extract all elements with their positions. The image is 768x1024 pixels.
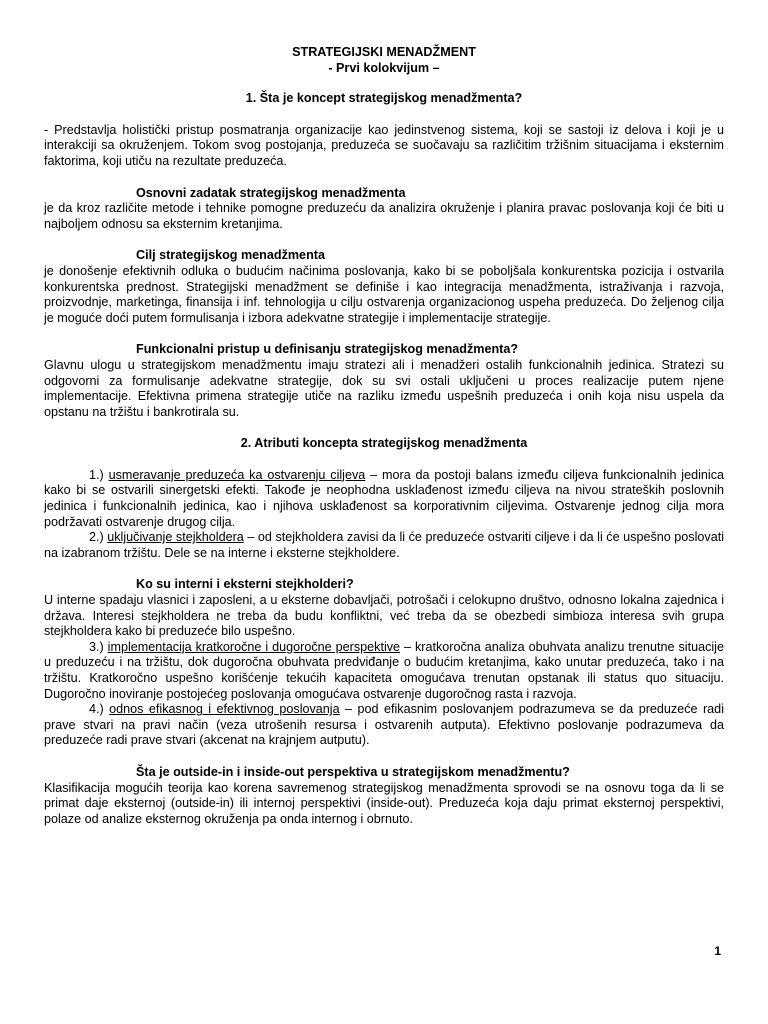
document-subtitle: - Prvi kolokvijum – — [328, 60, 440, 75]
attribute-1-number: 1.) — [89, 467, 104, 482]
perspective-paragraph: Klasifikacija mogućih teorija kao korena savremenog strategijskog menadžmenta sprovodi se na osnovu toga da li se primat daje eksternoj (outside-in) ili internoj perspektivi (inside-out). Preduzeća koja daju primat eksternoj perspektivi, polaze od analize eksternog okruženja pa onda internog i obrnuto. — [44, 780, 724, 826]
stakeholders-paragraph: U interne spadaju vlasnici i zaposleni, a u eksterne dobavljači, potrošači i celokupno društvo, odnosno lokalna zajednica i država. Interesi stejkholdera ne treba da budu konfliktni, već treba da se obezbedi simbioza interesa svih grupa stejkholdera kako bi preduzeće bilo uspešno. — [44, 593, 724, 639]
attribute-2-number: 2.) — [89, 530, 104, 545]
functional-heading: Funkcionalni pristup u definisanju strategijskog menadžmenta? — [136, 342, 519, 357]
task-paragraph: je da kroz različite metode i tehnike pomogne preduzeću da analizira okruženje i planira pravac poslovanja koji će biti u najboljem odnosu sa eksternim kretanjima. — [44, 201, 724, 231]
attribute-3-paragraph — [44, 640, 724, 702]
attribute-3-term: implementacija kratkoročne i dugoročne perspektive — [107, 639, 401, 654]
functional-paragraph: Glavnu ulogu u strategijskom menadžmentu imaju stratezi ali i menadžeri ostalih funkcionalnih jedinica. Stratezi su odgovorni za formulisanje adekvatne strategije, dok su svi ostali uključeni u proces realizacije putem njene implementacije. Efektivna primena strategije utiče na razliku između uspešnih preduzeća i onih koja nisu uspela da opstanu na tržištu i bankrotirala su. — [44, 357, 724, 419]
attribute-4-term: odnos efikasnog i efektivnog poslovanja — [109, 702, 340, 717]
goal-paragraph: je donošenje efektivnih odluka o budućim načinima poslovanja, kako bi se poboljšala konkurentska pozicija i ostvarila konkurentska prednost. Strategijski menadžment se definiše i kao integracija menadžmenta, istraživanja i razvoja, proizvodnje, marketinga, finansija i inf. tehnologija u cilju ostvarenja organizacionog uspeha preduzeća. Do željenog cilja je moguće doći putem formulisanja i izbora adekvatne strategije i implementacije strategije. — [44, 263, 724, 325]
perspective-heading: Šta je outside-in i inside-out perspektiva u strategijskom menadžmentu? — [136, 764, 570, 779]
question-2-heading: 2. Atributi koncepta strategijskog menadžmenta — [240, 436, 528, 451]
attribute-2-paragraph — [44, 530, 724, 561]
attribute-1-text: – mora da postoji balans između ciljeva funkcionalnih jedinica kako bi se ostvarili sinergetski efekti. Takođe je neophodna usklađenost između ciljeva na nivou strateških poslovnih jedinica i funkcionalnih jedinica, kao i njihova usklađenost sa korporativnim ciljevima. Ostvarenje jednog cilja mora podržavati ostvarenje drugog cilja. — [44, 467, 725, 529]
attribute-1-term: usmeravanje preduzeća ka ostvarenju ciljeva — [108, 467, 366, 482]
task-heading: Osnovni zadatak strategijskog menadžmenta — [136, 185, 406, 200]
attribute-3-number: 3.) — [89, 639, 104, 654]
page-number: 1 — [714, 944, 721, 958]
attribute-1-paragraph — [44, 468, 724, 530]
attribute-4-paragraph — [44, 702, 724, 749]
goal-heading: Cilj strategijskog menadžmenta — [136, 248, 325, 263]
question-1-paragraph: - Predstavlja holistički pristup posmatranja organizacije kao jedinstvenog sistema, koji se sastoji iz delova i koji je u interakciji sa okruženjem. Tokom svog postojanja, preduzeća se suočavaju sa različitim tržišnim situacijama i eksternim faktorima, koji utiču na rezultate preduzeća. — [44, 122, 724, 168]
document-title: STRATEGIJSKI MENADŽMENT — [292, 45, 476, 59]
attribute-2-term: uključivanje stejkholdera — [107, 530, 244, 545]
attribute-2-text: – od stejkholdera zavisi da li će preduzeće ostvariti ciljeve i da li će uspešno poslovati na izabranom tržištu. Dele se na interne i eksterne stejkholdere. — [44, 530, 725, 560]
question-1-heading: 1. Šta je koncept strategijskog menadžmenta? — [245, 91, 523, 106]
document-body — [44, 45, 724, 827]
attribute-4-number: 4.) — [89, 702, 104, 717]
attribute-4-text: – pod efikasnim poslovanjem podrazumeva se da preduzeće radi prave stvari na pravi način (veza utrošenih resursa i ostvarenih autputa). Efektivno poslovanje podrazumeva da preduzeće radi prave stvari (akcenat na krajnjem autputu). — [44, 702, 724, 748]
attribute-3-text: – kratkoročna analiza obuhvata analizu trenutne situacije u preduzeću i na tržištu, dok dugoročna obuhvata predviđanje o budućim kretanjima, kako unutar preduzeća, tako i na tržištu. Kratkoročno uspešno korišćenje tekućih kapaciteta omogućava trenutan opstanak ili status quo situaciju. Dugoročno inoviranje postojećeg poslovanja omogućava ostvarenje dugoročnog rasta i razvoja. — [44, 639, 724, 701]
stakeholders-heading: Ko su interni i eksterni stejkholderi? — [136, 577, 354, 592]
